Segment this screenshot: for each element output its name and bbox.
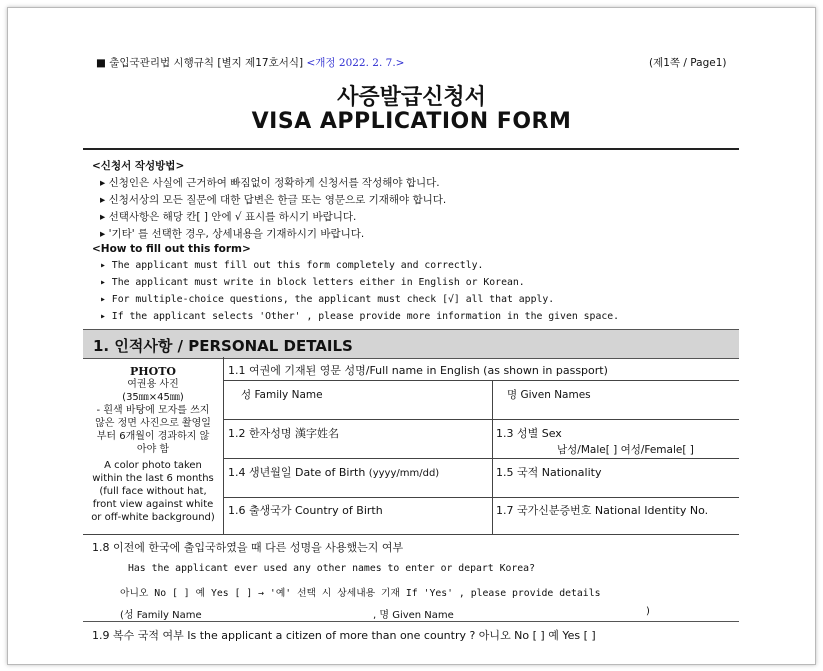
photo-note-ko: 않은 정면 사진으로 촬영일 [95,418,211,429]
section-title: 1. 인적사항 / PERSONAL DETAILS [93,337,353,355]
divider [83,621,739,622]
photo-note-ko: 아야 함 [136,444,170,455]
date-format-hint: (yyyy/mm/dd) [368,468,440,479]
instruction-ko-4: ▸ '기타' 를 선택한 경우, 상세내용을 기재하시기 바랍니다. [100,228,365,240]
row-divider [223,419,739,420]
given-names-field[interactable]: 명 Given Names [507,389,591,401]
regulation-text: ■ 출입국관리법 시행규칙 [별지 제17호서식] [96,57,304,69]
instruction-en-3: ▸ For multiple-choice questions, the applicant must check [√] all that apply. [100,294,555,305]
closing-paren: ) [646,606,650,617]
question-1-8-options[interactable]: 아니오 No [ ] 예 Yes [ ] → '예' 선택 시 상세내용 기재 If 'Yes' , please provide details [120,588,601,599]
family-name-field[interactable]: 성 Family Name [241,389,323,401]
row-divider [223,458,739,459]
page-number: (제1쪽 / Page1) [649,57,727,69]
photo-note-en: (full face without hat, [99,486,207,497]
date-of-birth-label: 1.4 생년월일 Date of Birth [228,466,366,479]
sex-checkboxes[interactable]: 남성/Male[ ] 여성/Female[ ] [557,444,694,456]
instruction-ko-1: ▸ 신청인은 사실에 근거하여 빠짐없이 정확하게 신청서를 작성해야 합니다. [100,177,440,189]
sex-field-label: 1.3 성별 Sex [496,427,562,440]
photo-note-en: front view against white [92,499,214,510]
instruction-ko-3: ▸ 선택사항은 해당 칸[ ] 안에 √ 표시를 하시기 바랍니다. [100,211,357,223]
row-divider [223,497,739,498]
question-1-8-text: Has the applicant ever used any other names to enter or depart Korea? [128,563,535,574]
personal-details-table [83,357,739,535]
nationality-field[interactable]: 1.5 국적 Nationality [496,466,602,479]
national-id-field[interactable]: 1.7 국가신분증번호 National Identity No. [496,504,709,517]
question-1-8-title: 1.8 이전에 한국에 출입국하였을 때 다른 성명을 사용했는지 여부 [92,541,404,554]
chinese-name-field[interactable]: 1.2 한자성명 漢字姓名 [228,427,339,440]
revision-date: <개정 2022. 2. 7.> [306,57,405,69]
photo-size: (35㎜×45㎜) [122,392,184,403]
field-1-1-label: 1.1 여권에 기재된 영문 성명/Full name in English (as shown in passport) [228,364,608,377]
title-english: VISA APPLICATION FORM [251,109,572,134]
row-divider [223,380,739,381]
instructions-en-heading: <How to fill out this form> [92,243,251,255]
section-personal-details-header [83,329,739,359]
instruction-en-2: ▸ The applicant must write in block letters either in English or Korean. [100,277,525,288]
photo-note-ko: - 흰색 바탕에 모자를 쓰지 [96,405,210,416]
other-family-name-field[interactable]: (성 Family Name [120,610,202,621]
field-column-divider [492,380,493,535]
photo-box [83,365,223,524]
regulation-reference [96,55,404,70]
photo-column-divider [223,357,224,535]
photo-note-ko: 부터 6개월이 경과하지 않 [96,431,210,442]
instructions-ko-heading: <신청서 작성방법> [92,160,185,172]
photo-note-en: within the last 6 months [92,473,214,484]
country-of-birth-field[interactable]: 1.6 출생국가 Country of Birth [228,504,383,517]
instruction-en-1: ▸ The applicant must fill out this form completely and correctly. [100,260,484,271]
document-page [7,7,816,665]
instruction-en-4: ▸ If the applicant selects 'Other' , please provide more information in the given space. [100,311,620,322]
question-1-9[interactable]: 1.9 복수 국적 여부 Is the applicant a citizen of more than one country ? 아니오 No [ ] 예 Yes [ ] [92,629,596,642]
other-given-name-field[interactable]: , 명 Given Name [373,610,454,621]
photo-note-en: or off-white background) [91,512,215,523]
instruction-ko-2: ▸ 신청서상의 모든 질문에 대한 답변은 한글 또는 영문으로 기재해야 합니다. [100,194,447,206]
title-divider [83,148,739,150]
date-of-birth-field[interactable] [228,464,439,480]
title-korean: 사증발급신청서 [337,85,486,110]
photo-note-en: A color photo taken [104,460,202,471]
photo-title: PHOTO [129,365,176,378]
photo-line-1: 여권용 사진 [127,379,179,390]
row-divider [83,534,739,535]
